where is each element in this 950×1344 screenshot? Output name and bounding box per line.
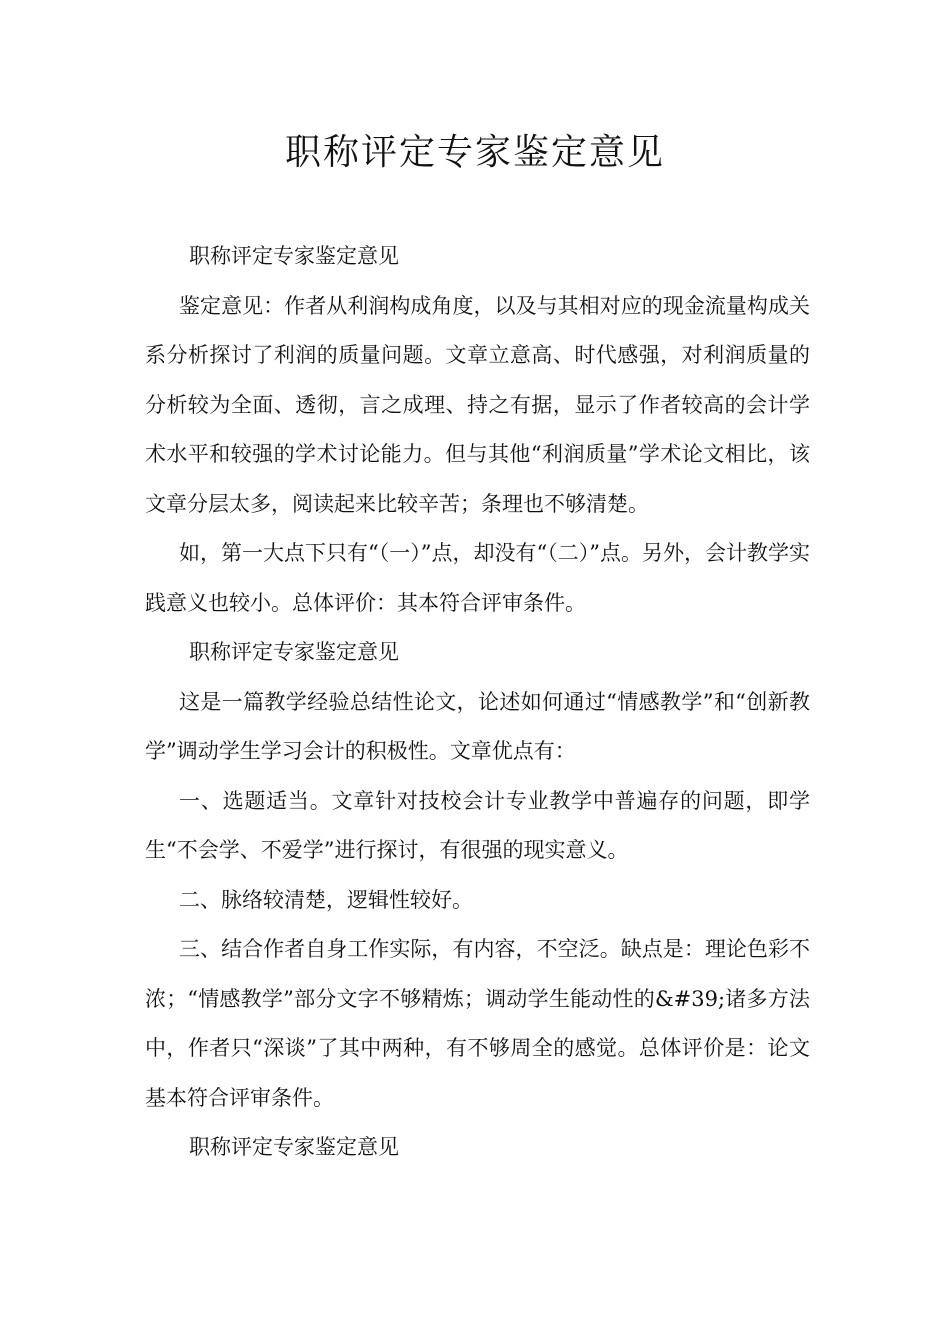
paragraph: 一、选题适当。文章针对技校会计专业教学中普遍存的问题，即学生“不会学、不爱学”进行探讨，有很强的现实意义。 [145, 788, 810, 862]
document-body [145, 232, 810, 1173]
paragraph: 如，第一大点下只有“（一）”点，却没有“（二）”点。另外，会计教学实践意义也较小。总体评价：其本符合评审条件。 [145, 541, 810, 615]
paragraph: 这是一篇教学经验总结性论文，论述如何通过“情感教学”和“创新教学”调动学生学习会计的积极性。文章优点有： [145, 689, 810, 763]
paragraph: 二、脉络较清楚，逻辑性较好。 [179, 887, 473, 912]
paragraph: 鉴定意见：作者从利润构成角度，以及与其相对应的现金流量构成关系分析探讨了利润的质量问题。文章立意高、时代感强，对利润质量的分析较为全面、透彻，言之成理、持之有据，显示了作者较高的会计学术水平和较强的学术讨论能力。但与其他“利润质量”学术论文相比，该文章分层太多，阅读起来比较辛苦；条理也不够清楚。 [145, 293, 810, 516]
section-heading: 职称评定专家鉴定意见 [189, 640, 399, 664]
paragraph: 三、结合作者自身工作实际，有内容，不空泛。缺点是：理论色彩不浓；“情感教学”部分文字不够精炼；调动学生能动性的&#39;诸多方法中，作者只“深谈”了其中两种，有不够周全的感觉。总体评价是：论文基本符合评审条件。 [145, 937, 810, 1110]
section-heading: 职称评定专家鉴定意见 [189, 244, 399, 268]
document-title: 职称评定专家鉴定意见 [284, 132, 665, 173]
section-heading: 职称评定专家鉴定意见 [189, 1135, 399, 1159]
